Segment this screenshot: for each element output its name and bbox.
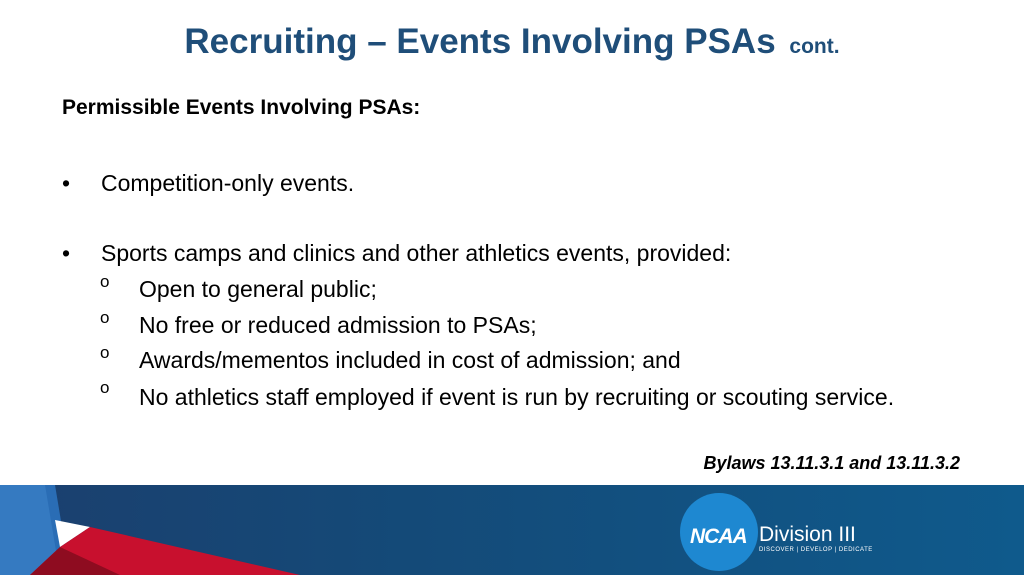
slide-title bbox=[0, 22, 1024, 62]
sub-bullet-marker: o bbox=[100, 343, 110, 362]
footer-banner bbox=[0, 485, 1024, 575]
slide-title-text: Recruiting – Events Involving PSAs bbox=[184, 22, 776, 61]
ncaa-logo-text: NCAA bbox=[690, 525, 747, 548]
sub-bullet-marker: o bbox=[100, 378, 110, 397]
bullet-marker: • bbox=[62, 170, 71, 196]
sub-bullet-marker: o bbox=[100, 272, 110, 291]
bullet-text: Competition-only events. bbox=[101, 170, 355, 196]
bylaws-citation: Bylaws 13.11.3.1 and 13.11.3.2 bbox=[703, 453, 960, 473]
sub-bullet-marker: o bbox=[100, 308, 110, 327]
sub-bullet-text: Awards/mementos included in cost of admission; and bbox=[139, 347, 681, 373]
section-heading: Permissible Events Involving PSAs: bbox=[62, 96, 421, 119]
sub-bullet-text: No free or reduced admission to PSAs; bbox=[139, 312, 537, 338]
logo-tagline: DISCOVER | DEVELOP | DEDICATE bbox=[759, 547, 873, 553]
sub-bullet-text: Open to general public; bbox=[139, 276, 377, 302]
slide-title-suffix: cont. bbox=[789, 35, 840, 58]
bullet-marker: • bbox=[62, 240, 71, 266]
bullet-text: Sports camps and clinics and other athletics events, provided: bbox=[101, 240, 732, 266]
sub-bullet-text: No athletics staff employed if event is run by recruiting or scouting service. bbox=[139, 384, 895, 410]
division-label: Division III bbox=[759, 523, 856, 546]
flag-graphic bbox=[0, 485, 420, 575]
